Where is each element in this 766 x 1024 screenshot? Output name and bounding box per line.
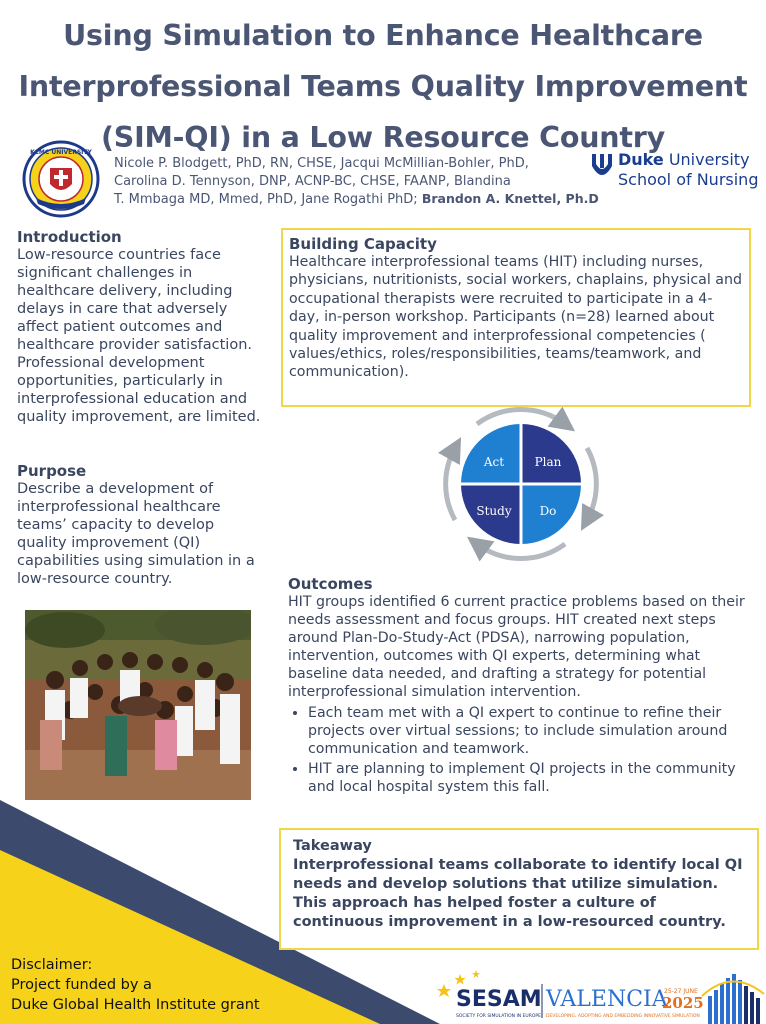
building-capacity-heading: Building Capacity [289, 235, 437, 253]
building-capacity-box [281, 228, 751, 407]
outcomes-bullet: • Each team met with a QI expert to continue to refine their projects over virtual sessions; to include simulation around communication and teamwork. [308, 704, 748, 758]
takeaway-text: Interprofessional teams collaborate to identify local QI needs and develop solutions that utilize simulation. This approach has helped foster a culture of continuous improvement in a low-resourced country. [293, 857, 743, 930]
building-capacity-text: Healthcare interprofessional teams (HIT) including nurses, physicians, nutritionists, social workers, chaplains, physical and occupational therapists were recruited to participate in a 4-day, in-person workshop. Participants (n=28) learned about quality improvement and interprofessional competencies ( values/ethics, roles/responsibilities, teams/teamwork, and communication). [289, 254, 742, 381]
pdsa-act-label: Act [483, 455, 505, 469]
group-photo [25, 610, 251, 800]
pdsa-study-label: Study [476, 504, 512, 518]
introduction-heading: Introduction [17, 228, 122, 246]
takeaway-heading: Takeaway [293, 838, 372, 854]
valencia-wordmark: VALENCIA [546, 987, 668, 1012]
author-list: Nicole P. Blodgett, PhD, RN, CHSE, Jacqui McMillian-Bohler, PhD, Carolina D. Tennyson, DNP, ACNP-BC, CHSE, FAANP, Blandina T. Mmbaga MD, Mmed, PhD, Jane Rogathi PhD; Brandon A. Knettel, Ph.D [114, 156, 599, 207]
svg-text:KCMC UNIVERSITY: KCMC UNIVERSITY [30, 149, 92, 156]
conference-dates: 25-27 JUNE [664, 988, 698, 995]
outcomes-heading: Outcomes [288, 575, 373, 593]
outcomes-section [288, 575, 748, 798]
purpose-section [17, 462, 267, 588]
pdsa-plan-quadrant [521, 424, 581, 484]
pdsa-plan-label: Plan [534, 455, 562, 469]
outcomes-bullet: • HIT are planning to implement QI projects in the community and local hospital system this fall. [308, 760, 748, 796]
pdsa-cycle-diagram [437, 404, 605, 564]
pdsa-act-quadrant [461, 424, 521, 484]
sesam-subtitle: SOCIETY FOR SIMULATION IN EUROPE [456, 1014, 541, 1019]
conference-year: 2025 [662, 994, 704, 1012]
duke-nursing-logo: Duke University School of Nursing [618, 150, 759, 189]
purpose-heading: Purpose [17, 462, 87, 480]
introduction-section [17, 228, 267, 426]
purpose-text: Describe a development of interprofessional healthcare teams’ capacity to develop quality improvement (QI) capabilities using simulation in a low-resource country. [17, 481, 255, 587]
university-seal-logo [22, 140, 100, 218]
outcomes-text: HIT groups identified 6 current practice problems based on their needs assessment and focus groups. HIT created next steps around Plan-Do-Study-Act (PDSA), narrowing population, intervention, outcomes with QI experts, determining what baseline data needed, and drafting a strategy for potential interprofessional simulation intervention. [288, 594, 745, 701]
duke-chapel-icon [590, 152, 614, 182]
takeaway-box [279, 828, 759, 950]
outcomes-bullet-list [288, 704, 748, 796]
poster-title: Using Simulation to Enhance Healthcare Interprofessional Teams Quality Improvement (SIM-QI) in a Low Resource Country [18, 19, 748, 154]
sesam-wordmark: SESAM [456, 987, 542, 1012]
pdsa-do-label: Do [539, 504, 557, 518]
disclaimer-text: Disclaimer: Project funded by a Duke Global Health Institute grant [11, 957, 260, 1013]
sesam-valencia-logo [436, 966, 766, 1024]
valencia-subtitle: DEVELOPING, ADOPTING AND EMBEDDING INNOVATIVE SIMULATION [546, 1014, 700, 1019]
introduction-text: Low-resource countries face significant challenges in healthcare delivery, including delays in care that adversely affect patient outcomes and healthcare provider satisfaction. Professional development opportunities, particularly in interprofessional education and quality improvement, are limited. [17, 247, 261, 425]
